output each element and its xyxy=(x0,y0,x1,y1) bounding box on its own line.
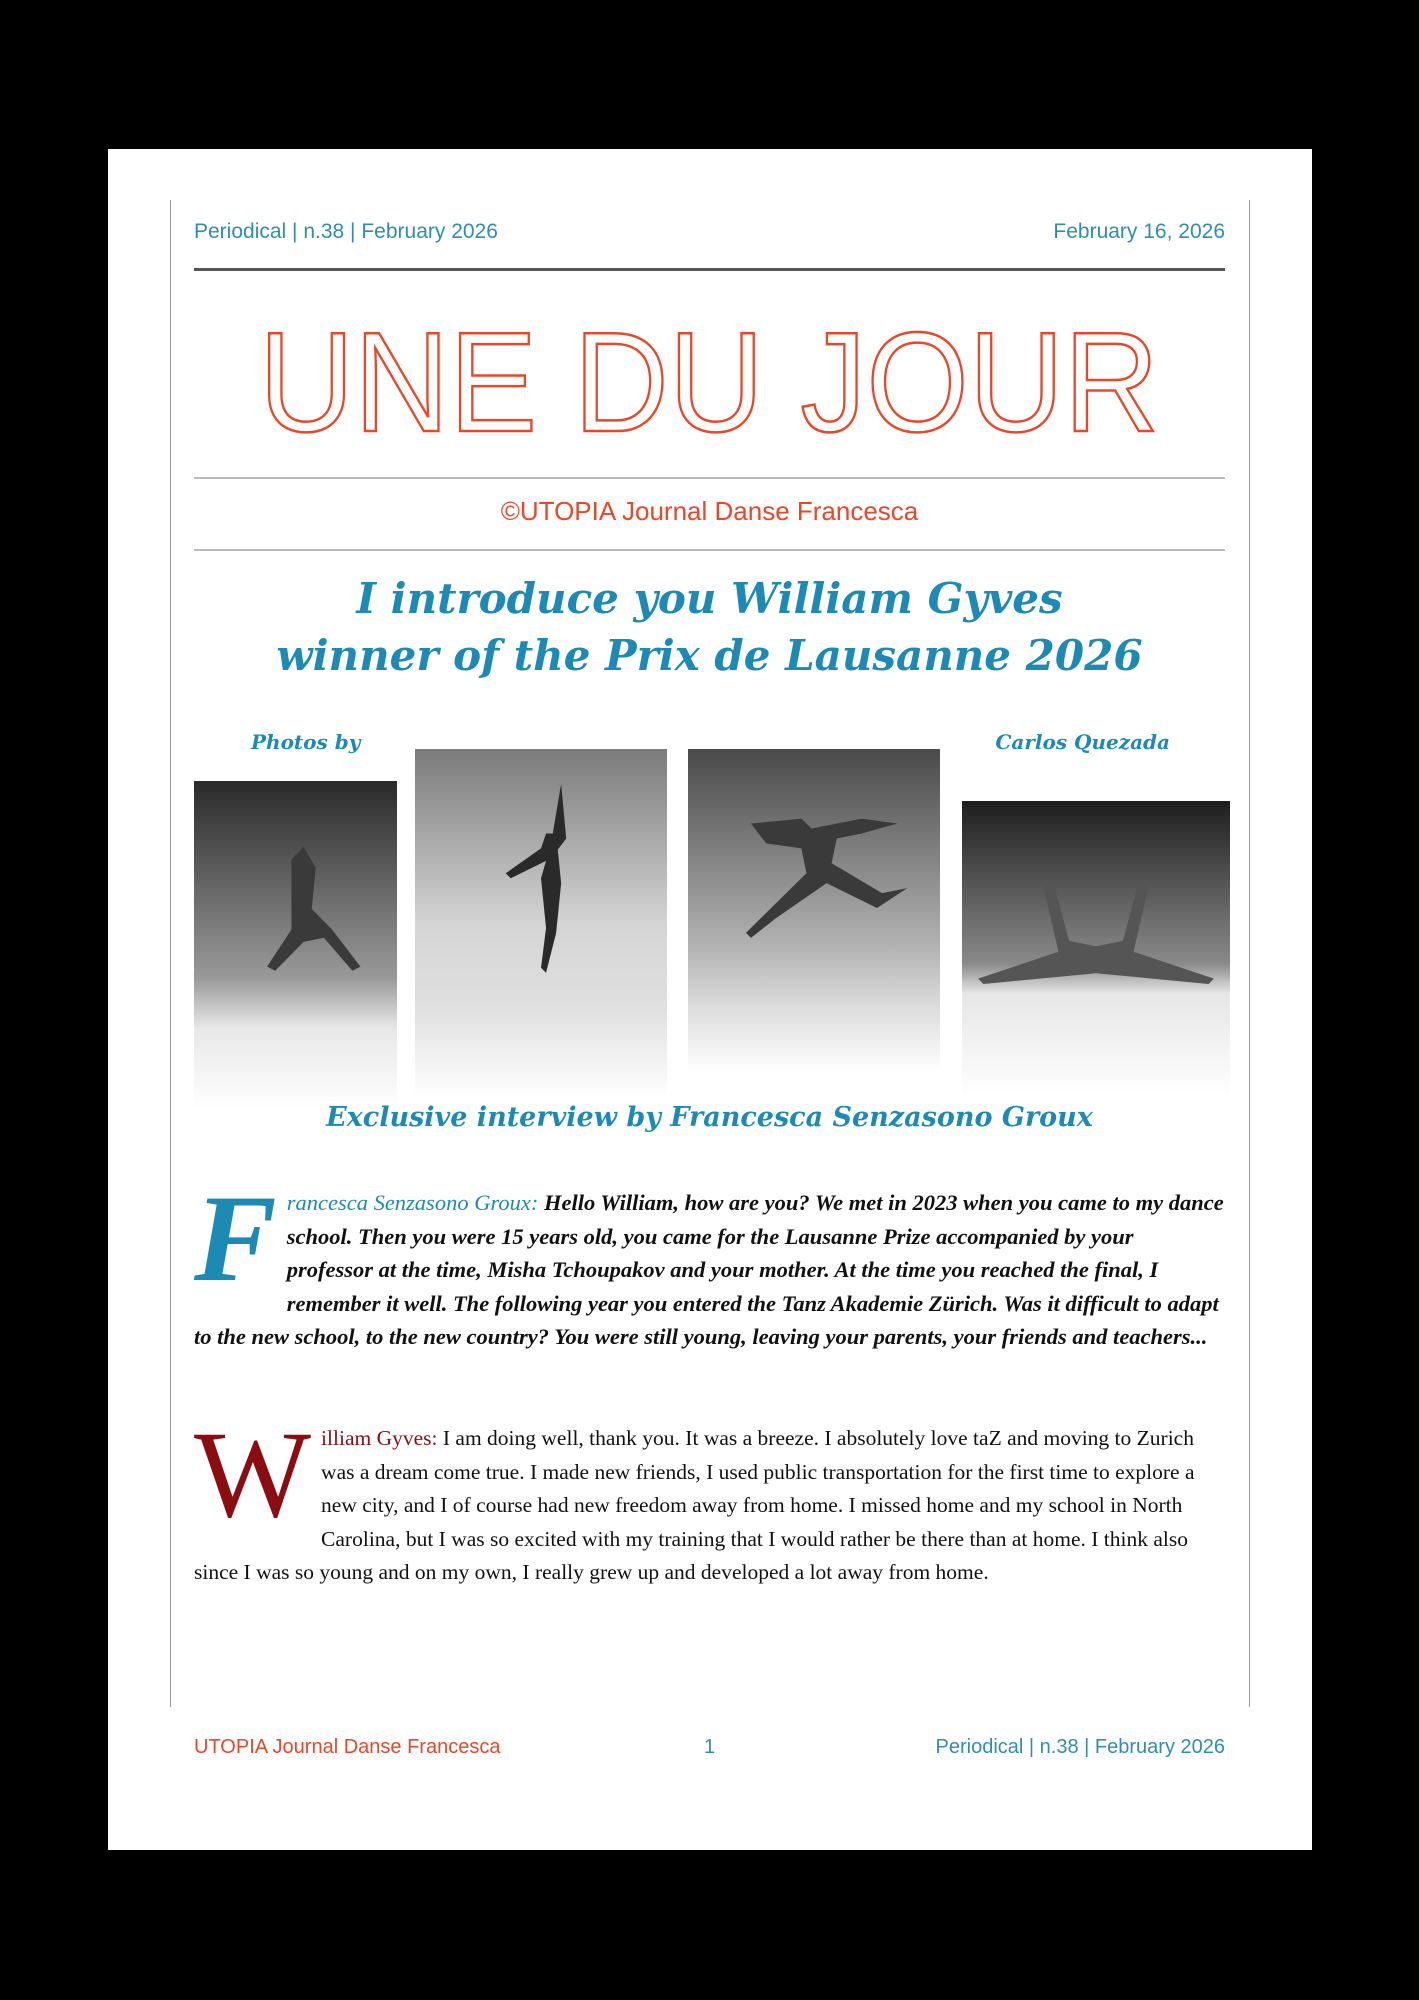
headline xyxy=(194,570,1225,684)
page-number: 1 xyxy=(704,1736,716,1758)
masthead-title-text: UNE DU JOUR xyxy=(259,316,1159,446)
interviewee-name: illiam Gyves: xyxy=(321,1426,438,1450)
photo-credit-label: Photos by xyxy=(251,730,361,754)
interviewer-name: rancesca Senzasono Groux: xyxy=(286,1190,539,1215)
header-date: February 16, 2026 xyxy=(1053,220,1225,243)
interview-subhead: Exclusive interview by Francesca Senzasono Groux xyxy=(326,1102,1093,1133)
question-paragraph xyxy=(194,1170,1225,1354)
drop-cap-f: F xyxy=(194,1170,277,1307)
footer-issue: Periodical | n.38 | February 2026 xyxy=(935,1736,1225,1758)
photo-1 xyxy=(194,781,397,1111)
header-rule xyxy=(194,268,1225,271)
photo-4 xyxy=(962,801,1230,1097)
question-text: Hello William, how are you? We met in 2023 when you came to my dance school. Then you were 15 years old, you came for the Lausanne Prize accompanied by your professor at the time, Misha Tchoupakov and your mother. At the time you reached the final, I remember it well. The following year you entered the Tanz Akademie Zürich. Was it difficult to adapt to the new school, to the new country? You were still young, leaving your parents, your friends and teachers... xyxy=(194,1190,1224,1349)
masthead-rule xyxy=(194,477,1225,479)
masthead-title xyxy=(194,316,1225,446)
headline-line-1: I introduce you William Gyves xyxy=(356,574,1063,623)
drop-cap-w: W xyxy=(194,1406,312,1543)
photo-2 xyxy=(415,749,667,1097)
photo-3 xyxy=(688,749,940,1072)
headline-line-2: winner of the Prix de Lausanne 2026 xyxy=(276,631,1143,680)
header-issue: Periodical | n.38 | February 2026 xyxy=(194,220,498,243)
right-margin-line xyxy=(1249,200,1250,1707)
footer-journal: UTOPIA Journal Danse Francesca xyxy=(194,1736,501,1758)
photo-credit-name: Carlos Quezada xyxy=(995,730,1170,754)
copyright-rule xyxy=(194,549,1225,551)
answer-text: I am doing well, thank you. It was a breeze. I absolutely love taZ and moving to Zurich was a dream come true. I made new friends, I used public transportation for the first time to explore a new city, and I of course had new freedom away from home. I missed home and my school in North Carolina, but I was so excited with my training that I would rather be there than at home. I think also since I was so young and on my own, I really grew up and developed a lot away from home. xyxy=(194,1426,1195,1584)
copyright-line: ©UTOPIA Journal Danse Francesca xyxy=(500,496,919,526)
answer-paragraph xyxy=(194,1406,1225,1590)
left-margin-line xyxy=(170,200,171,1707)
